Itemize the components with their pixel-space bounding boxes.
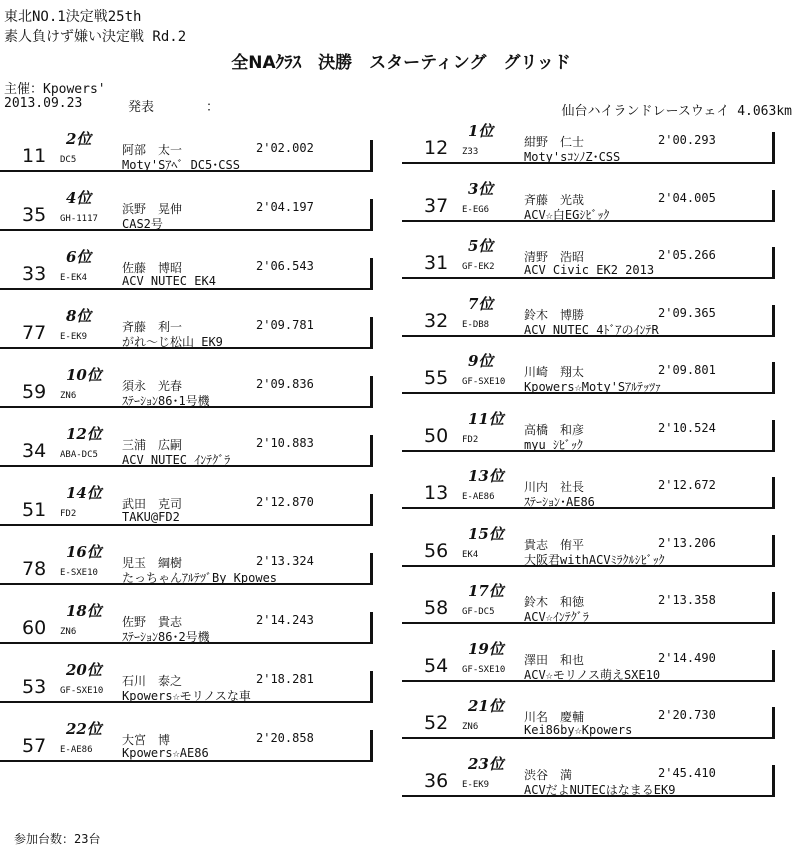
grid-entry: [402, 120, 784, 164]
entry-time: 2'20.730: [658, 708, 716, 722]
entry-pos: 1位: [468, 122, 494, 140]
entry-car: GH-1117: [60, 214, 98, 224]
grid-entry: [402, 523, 784, 567]
entry-time: 2'18.281: [256, 672, 314, 686]
entry-time: 2'02.002: [256, 141, 314, 155]
entry-team: ACV Civic EK2 2013: [524, 263, 655, 277]
venue: 仙台ハイランドレースウェイ 4.063km: [561, 104, 792, 119]
entry-name: 斉藤 光哉: [524, 192, 585, 207]
entry-pos: 6位: [66, 248, 92, 266]
entry-name: 大宮 博: [122, 733, 171, 747]
entry-num: 31: [424, 252, 449, 274]
entry-car: EK4: [462, 549, 479, 560]
participant-count: 参加台数：23台: [14, 832, 101, 846]
entry-pos: 17位: [468, 582, 504, 600]
entry-pos: 7位: [468, 294, 494, 313]
grid-entry: [0, 659, 382, 703]
entry-time: 2'04.005: [658, 190, 716, 205]
entry-box: [0, 199, 373, 231]
entry-team: Kpowers☆Moty'Sｱﾙﾃｯﾂｧ: [524, 380, 662, 394]
entry-pos: 14位: [66, 484, 102, 502]
entry-team: ACVだよNUTECはなまるEK9: [524, 782, 676, 797]
entry-car: E-AE86: [60, 745, 93, 755]
entry-pos: 19位: [468, 639, 504, 658]
entry-pos: 23位: [468, 754, 504, 773]
entry-pos: 12位: [66, 425, 102, 443]
entry-car: ABA-DC5: [60, 450, 98, 460]
grid-entry: [402, 293, 784, 337]
entry-team: がれ～じ松山 EK9: [122, 335, 223, 349]
entry-time: 2'10.524: [658, 420, 716, 435]
entry-time: 2'13.324: [256, 554, 314, 568]
entry-team: ACV☆ｲﾝﾃｸﾞﾗ: [524, 610, 589, 624]
entry-num: 53: [22, 676, 47, 698]
entry-name: 浜野 晃伸: [122, 202, 183, 216]
entry-num: 58: [424, 597, 449, 619]
entry-team: TAKU@FD2: [122, 510, 180, 524]
entry-name: 鈴木 博勝: [524, 307, 585, 322]
entry-name: 川内 社長: [524, 480, 585, 494]
entry-num: 60: [22, 617, 47, 639]
entry-team: Moty'Sｱﾍﾞ DC5･CSS: [122, 158, 240, 172]
entry-num: 11: [22, 145, 47, 167]
grid-entry: [402, 178, 784, 222]
entry-car: E-SXE10: [60, 568, 98, 578]
entry-car: E-EG6: [462, 204, 490, 215]
entry-team: myu ｼﾋﾞｯｸ: [524, 437, 583, 452]
entry-name: 佐藤 博昭: [122, 261, 183, 275]
entry-car: DC5: [60, 155, 77, 165]
grid-entry: [0, 305, 382, 349]
grid-entry: [402, 638, 784, 682]
entry-time: 2'09.781: [256, 318, 314, 332]
event-title-line1: 東北NO.1決定戦25th: [4, 9, 142, 25]
entry-car: E-EK9: [462, 779, 490, 790]
entry-car: GF-SXE10: [462, 664, 506, 675]
entry-car: E-DB8: [462, 319, 490, 330]
entry-name: 児玉 綱樹: [122, 556, 183, 570]
entry-pos: 18位: [66, 602, 102, 620]
entry-pos: 5位: [468, 237, 494, 255]
grid-entry: [0, 482, 382, 526]
entry-pos: 10位: [66, 366, 102, 384]
organizer: 主催：Kpowers': [4, 82, 106, 97]
entry-car: FD2: [60, 509, 77, 519]
entry-time: 2'12.672: [658, 478, 716, 492]
grid-entry: [402, 695, 784, 739]
entry-car: FD2: [462, 434, 479, 445]
entry-num: 13: [424, 482, 449, 504]
entry-num: 77: [22, 322, 47, 344]
entry-pos: 21位: [468, 697, 504, 715]
grid-entry: [402, 580, 784, 624]
entry-box: [0, 494, 373, 526]
entry-num: 32: [424, 309, 449, 332]
entry-team: ACV☆白EGｼﾋﾞｯｸ: [524, 207, 610, 222]
entry-num: 55: [424, 367, 449, 389]
entry-num: 51: [22, 499, 47, 521]
entry-num: 57: [22, 735, 47, 757]
entry-num: 33: [22, 263, 47, 285]
entry-team: ACV☆モリノス萌えSXE10: [524, 667, 661, 682]
entry-pos: 15位: [468, 524, 504, 543]
entry-team: ｽﾃｰｼｮﾝ･AE86: [524, 495, 595, 509]
grid-entry: [402, 465, 784, 509]
entry-time: 2'10.883: [256, 436, 314, 450]
entry-car: GF-SXE10: [60, 686, 104, 696]
entry-num: 52: [424, 712, 449, 734]
grid-entry: [0, 541, 382, 585]
entry-pos: 3位: [468, 179, 494, 198]
page-title: 全NAｸﾗｽ 決勝 スターティング グリッド: [231, 53, 571, 73]
entry-name: 須永 光春: [122, 379, 183, 393]
entry-car: GF-EK2: [462, 262, 495, 272]
entry-car: ZN6: [462, 722, 479, 732]
entry-name: 澤田 和也: [524, 652, 585, 667]
grid-entry: [0, 600, 382, 644]
entry-car: ZN6: [60, 627, 77, 637]
entry-car: ZN6: [60, 391, 77, 401]
entry-time: 2'45.410: [658, 765, 716, 780]
entry-name: 紺野 仁士: [524, 135, 585, 149]
entry-num: 54: [424, 654, 449, 677]
entry-pos: 4位: [66, 189, 92, 207]
entry-time: 2'12.870: [256, 495, 314, 509]
entry-car: GF-SXE10: [462, 377, 506, 387]
entry-team: ACV NUTEC EK4: [122, 274, 216, 288]
entry-name: 川名 慶輔: [524, 710, 585, 724]
entry-car: GF-DC5: [462, 607, 495, 617]
entry-time: 2'05.266: [658, 248, 716, 262]
entry-time: 2'09.365: [658, 305, 716, 320]
entry-pos: 8位: [66, 307, 92, 325]
entry-time: 2'09.836: [256, 377, 314, 391]
entry-time: 2'13.358: [658, 593, 716, 607]
entry-name: 武田 克司: [122, 497, 183, 511]
entry-num: 59: [22, 381, 47, 403]
entry-name: 斉藤 利一: [122, 320, 183, 334]
entry-name: 渋谷 満: [524, 767, 573, 782]
event-title-line2: 素人負けず嫌い決定戦 Rd.2: [4, 29, 187, 45]
entry-pos: 2位: [66, 130, 92, 148]
entry-team: ｽﾃｰｼｮﾝ86･2号機: [122, 630, 210, 644]
entry-num: 35: [22, 204, 47, 226]
entry-team: Kei86by☆Kpowers: [524, 723, 633, 737]
grid-entry: [0, 246, 382, 290]
entry-time: 2'09.801: [658, 363, 716, 377]
grid-entry: [402, 753, 784, 797]
entry-pos: 9位: [468, 352, 494, 370]
entry-box: [402, 420, 775, 452]
entry-name: 清野 浩昭: [524, 250, 585, 264]
entry-num: 12: [424, 137, 449, 159]
entry-name: 阿部 太一: [122, 143, 183, 157]
published-label: 発表 ：: [128, 100, 220, 115]
entry-car: E-EK4: [60, 273, 88, 283]
entry-name: 鈴木 和徳: [524, 595, 585, 609]
entry-num: 34: [22, 440, 47, 462]
entry-time: 2'14.490: [658, 650, 716, 665]
entry-team: Moty'sｺﾝﾉZ･CSS: [524, 150, 621, 164]
grid-entry: [402, 408, 784, 452]
entry-team: ｽﾃｰｼｮﾝ86･1号機: [122, 394, 210, 408]
entry-car: E-AE86: [462, 492, 495, 502]
entry-name: 石川 泰之: [122, 674, 183, 688]
entry-team: CAS2号: [122, 217, 163, 231]
entry-name: 貴志 侑平: [524, 537, 585, 552]
entry-num: 37: [424, 194, 449, 217]
date: 2013.09.23: [4, 96, 83, 111]
entry-time: 2'20.858: [256, 731, 314, 745]
entry-pos: 20位: [66, 661, 102, 679]
grid-entry: [402, 350, 784, 394]
entry-pos: 16位: [66, 543, 102, 561]
entry-time: 2'13.206: [658, 535, 716, 550]
entry-name: 川崎 翔太: [524, 365, 585, 379]
entry-team: たっちゃんｱﾙﾃﾂﾞBy Kpowes: [122, 571, 278, 585]
grid-entry: [0, 128, 382, 172]
entry-team: Kpowers☆モリノスな車: [122, 689, 251, 703]
entry-team: 大阪君withACVﾐﾗｸﾙｼﾋﾞｯｸ: [524, 552, 665, 567]
entry-car: E-EK9: [60, 332, 88, 342]
entry-time: 2'14.243: [256, 613, 314, 627]
entry-pos: 11位: [468, 409, 504, 428]
entry-name: 高橋 和彦: [524, 422, 585, 437]
entry-pos: 22位: [66, 720, 102, 738]
entry-team: Kpowers☆AE86: [122, 746, 209, 760]
entry-name: 三浦 広嗣: [122, 438, 183, 452]
entry-num: 78: [22, 558, 47, 580]
entry-time: 2'06.543: [256, 259, 314, 273]
entry-num: 36: [424, 769, 449, 792]
entry-time: 2'04.197: [256, 200, 314, 214]
grid-entry: [0, 187, 382, 231]
entry-time: 2'00.293: [658, 133, 716, 147]
entry-num: 50: [424, 424, 449, 447]
entry-car: Z33: [462, 147, 479, 157]
entry-team: ACV NUTEC 4ﾄﾞｱのｲﾝﾃR: [524, 322, 659, 337]
entry-name: 佐野 貴志: [122, 615, 183, 629]
grid-entry: [0, 718, 382, 762]
grid-entry: [0, 423, 382, 467]
grid-entry: [0, 364, 382, 408]
entry-team: ACV NUTEC ｲﾝﾃｸﾞﾗ: [122, 453, 231, 467]
entry-num: 56: [424, 539, 449, 562]
grid-entry: [402, 235, 784, 279]
entry-pos: 13位: [468, 467, 504, 485]
